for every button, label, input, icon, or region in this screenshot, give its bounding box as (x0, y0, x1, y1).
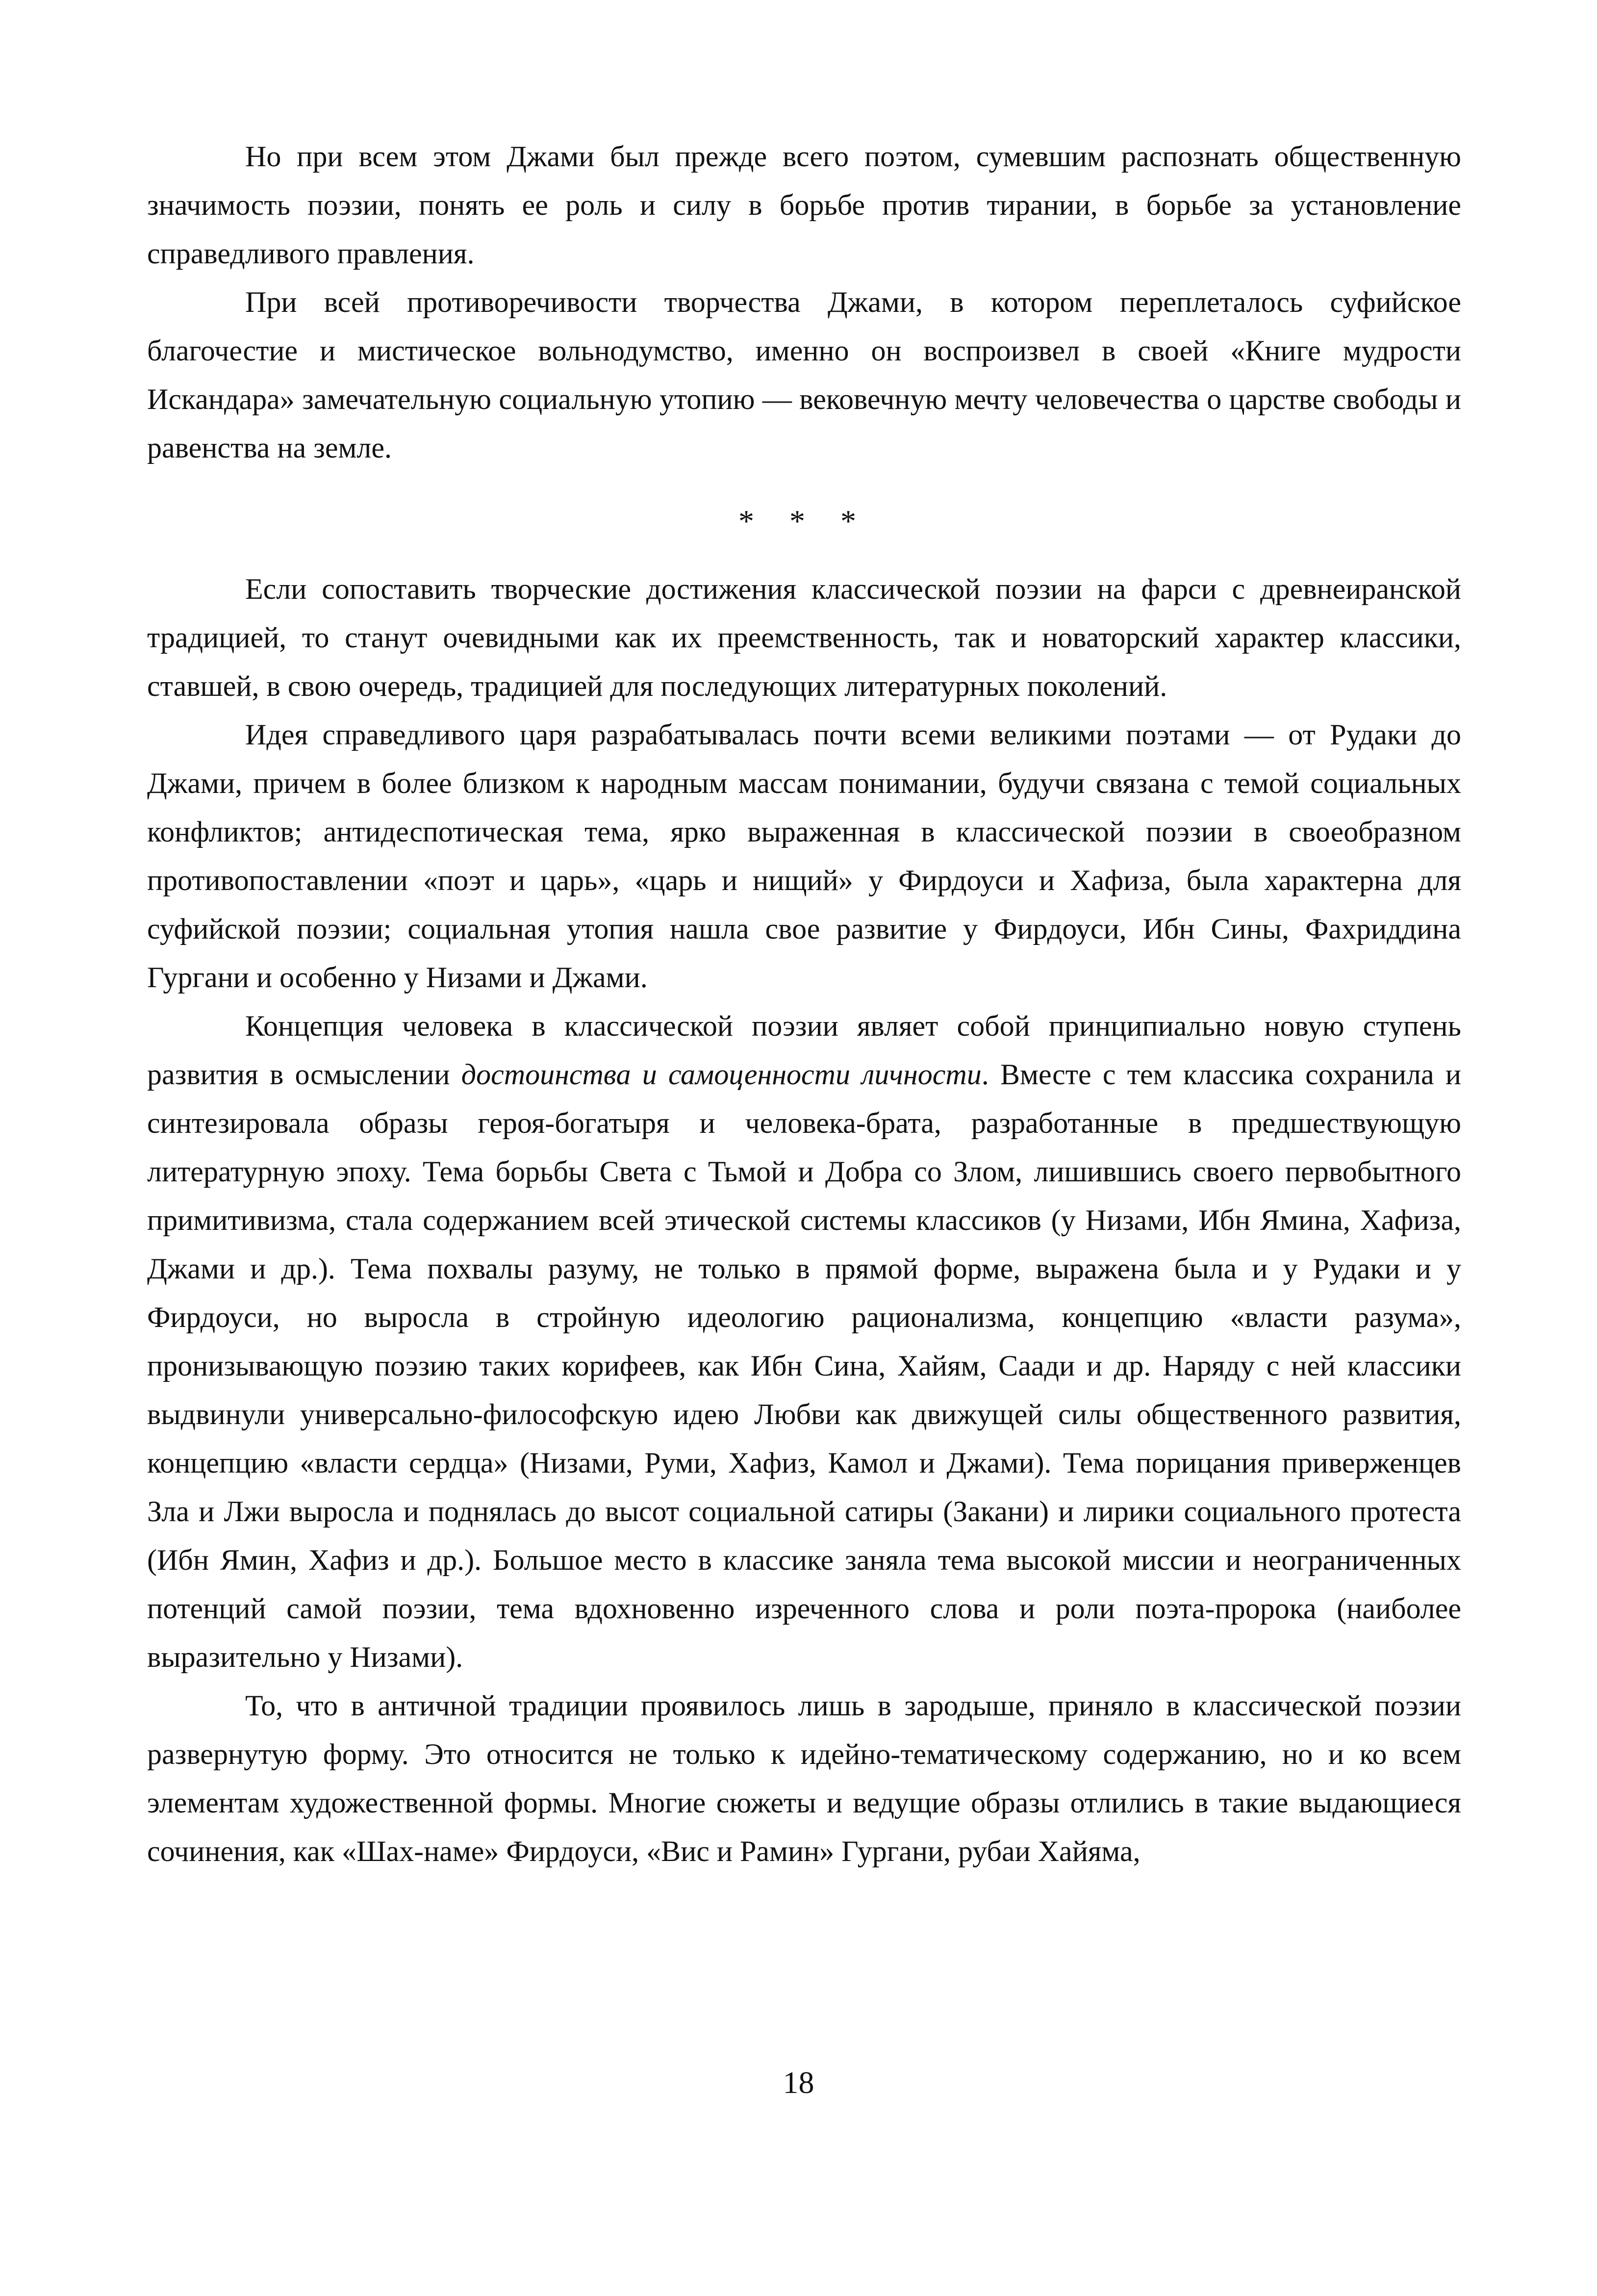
paragraph-2: При всей противоречивости творчества Джами, в котором переплеталось суфийское благочестие и мистическое вольнодумство, именно он воспроизвел в своей «Книге мудрости Искандара» замечательную социальную утопию — вековечную мечту человечества о царстве свободы и равенства на земле. (147, 286, 1461, 464)
paragraph-5-emphasis: достоинства и самоценности личности (461, 1058, 982, 1091)
page-number: 18 (783, 2065, 814, 2100)
paragraph-4: Идея справедливого царя разрабатывалась почти всеми великими поэтами — от Рудаки до Джами, причем в более близком к народным массам понимании, будучи связана с темой социальных конфликтов; антидеспотическая тема, ярко выраженная в классической поэзии в своеобразном противопоставлении «поэт и царь», «царь и нищий» у Фирдоуси и Хафиза, была характерна для суфийской поэзии; социальная утопия нашла свое развитие у Фирдоуси, Ибн Сины, Фахриддина Гургани и особенно у Низами и Джами. (147, 718, 1461, 994)
paragraph-5 (147, 1002, 1461, 1682)
section-separator: * * * (738, 504, 870, 538)
paragraph-5-before: Концепция человека в классической поэзии являет собой принципиально новую ступень развития в осмыслении (147, 1010, 1461, 1091)
paragraph-1: Но при всем этом Джами был прежде всего поэтом, сумевшим распознать общественную значимость поэзии, понять ее роль и силу в борьбе против тирании, в борьбе за установление справедливого правления. (147, 140, 1461, 270)
paragraph-3: Если сопоставить творческие достижения классической поэзии на фарси с древнеиранской традицией, то станут очевидными как их преемственность, так и новаторский характер классики, ставшей, в свою очередь, традицией для последующих литературных поколений. (147, 573, 1461, 702)
paragraph-5-after: . Вместе с тем классика сохранила и синтезировала образы героя-богатыря и человека-брата, разработанные в предшествующую литературную эпоху. Тема борьбы Света с Тьмой и Добра со Злом, лишившись своего первобытного примитивизма, стала содержанием всей этической системы классиков (у Низами, Ибн Ямина, Хафиза, Джами и др.). Тема похвалы разуму, не только в прямой форме, выражена была и у Рудаки и у Фирдоуси, но выросла в стройную идеологию рационализма, концепцию «власти разума», пронизывающую поэзию таких корифеев, как Ибн Сина, Хайям, Саади и др. Наряду с ней классики выдвинули универсально-философскую идею Любви как движущей силы общественного развития, концепцию «власти сердца» (Низами, Руми, Хафиз, Камол и Джами). Тема порицания приверженцев Зла и Лжи выросла и поднялась до высот социальной сатиры (Закани) и лирики социального протеста (Ибн Ямин, Хафиз и др.). Большое место в классике заняла тема высокой миссии и неограниченных потенций самой поэзии, тема вдохновенно изреченного слова и роли поэта-пророка (наиболее выразительно у Низами). (147, 1058, 1462, 1673)
page-body (147, 132, 1461, 1876)
paragraph-6: То, что в античной традиции проявилось лишь в зародыше, приняло в классической поэзии развернутую форму. Это относится не только к идейно-тематическому содержанию, но и ко всем элементам художественной формы. Многие сюжеты и ведущие образы отлились в такие выдающиеся сочинения, как «Шах-наме» Фирдоуси, «Вис и Рамин» Гургани, рубаи Хайяма, (147, 1689, 1461, 1867)
